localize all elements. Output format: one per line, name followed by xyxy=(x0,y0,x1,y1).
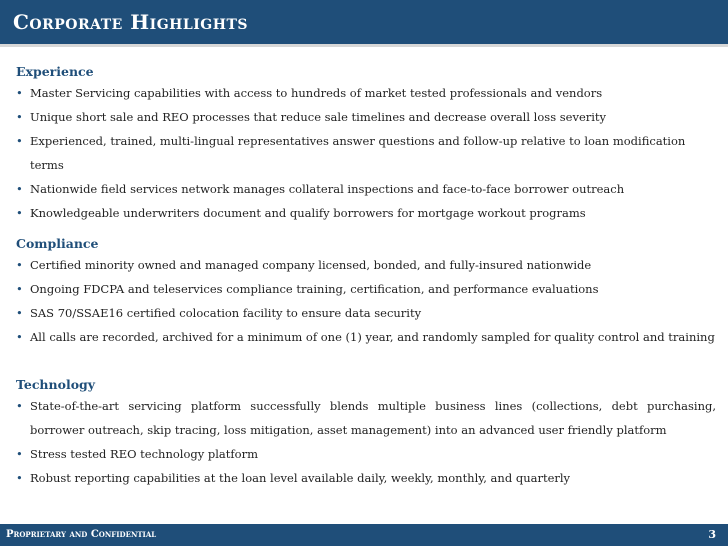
bullet-icon: • xyxy=(16,206,23,220)
page-number: 3 xyxy=(708,528,716,541)
list-item: • Nationwide field services network manages collateral inspections and face-to-face borrower outreach xyxy=(16,177,716,201)
section-technology xyxy=(16,375,716,490)
list-item: • Unique short sale and REO processes that reduce sale timelines and decrease overall loss severity xyxy=(16,105,716,129)
bullet-icon: • xyxy=(16,282,23,296)
list-item: • Robust reporting capabilities at the loan level available daily, weekly, monthly, and quarterly xyxy=(16,466,716,490)
bullet-icon: • xyxy=(16,306,23,320)
bullet-icon: • xyxy=(16,330,23,344)
bullet-icon: • xyxy=(16,471,23,485)
section-title: Technology xyxy=(16,377,96,392)
header-divider xyxy=(0,44,728,47)
list-item: • State-of-the-art servicing platform successfully blends multiple business lines (collections, debt purchasing, borrower outreach, skip tracing, loss mitigation, asset management) into an advanced user friendly platform xyxy=(16,394,716,442)
bullet-icon: • xyxy=(16,447,23,461)
bullet-icon: • xyxy=(16,258,23,272)
list-item: • All calls are recorded, archived for a minimum of one (1) year, and randomly sampled for quality control and training xyxy=(16,325,716,349)
list-item: • Certified minority owned and managed company licensed, bonded, and fully-insured nationwide xyxy=(16,253,716,277)
bullet-icon: • xyxy=(16,86,23,100)
bullet-icon: • xyxy=(16,399,23,413)
list-item: • Ongoing FDCPA and teleservices compliance training, certification, and performance evaluations xyxy=(16,277,716,301)
slide-header xyxy=(0,0,728,44)
slide-footer xyxy=(0,524,728,546)
list-item: • Stress tested REO technology platform xyxy=(16,442,716,466)
list-item: • SAS 70/SSAE16 certified colocation facility to ensure data security xyxy=(16,301,716,325)
section-compliance xyxy=(16,234,716,349)
list-item: • Knowledgeable underwriters document and qualify borrowers for mortgage workout programs xyxy=(16,201,716,225)
bullet-icon: • xyxy=(16,134,23,148)
footer-label: Proprietary and Confidential xyxy=(6,529,157,540)
section-title: Compliance xyxy=(16,236,99,251)
slide-title: Corporate Highlights xyxy=(13,10,248,34)
bullet-icon: • xyxy=(16,110,23,124)
section-experience xyxy=(16,62,716,225)
section-title: Experience xyxy=(16,64,94,79)
list-item: • Master Servicing capabilities with access to hundreds of market tested professionals and vendors xyxy=(16,81,716,105)
list-item: • Experienced, trained, multi-lingual representatives answer questions and follow-up relative to loan modification terms xyxy=(16,129,716,177)
bullet-icon: • xyxy=(16,182,23,196)
